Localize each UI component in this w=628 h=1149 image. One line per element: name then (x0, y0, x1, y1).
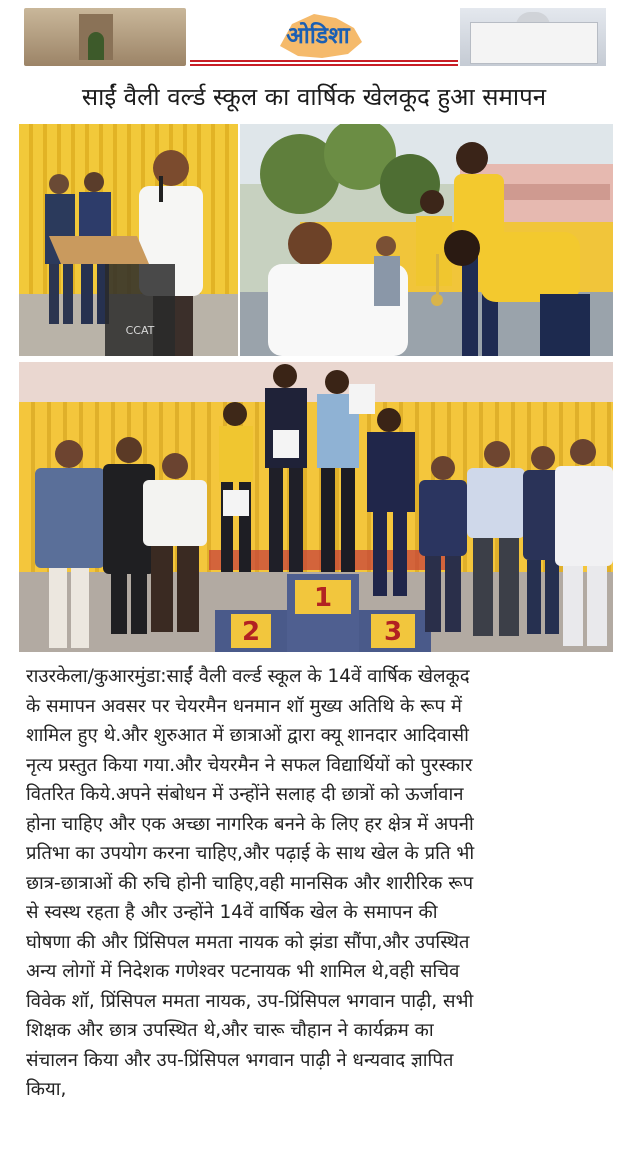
podium-step-2: 2 (241, 617, 261, 647)
photo-podium-winners (19, 362, 613, 652)
building-facade (470, 22, 598, 64)
article-line: संचालन किया और उप-प्रिंसिपल भगवान पाढ़ी ने धन्यवाद ज्ञापित (26, 1049, 454, 1071)
article-line: प्रतिभा का उपयोग करना चाहिए,और पढ़ाई के साथ खेल के प्रति भी (26, 843, 475, 864)
photo-medal-ceremony (240, 124, 613, 356)
article-line: शिक्षक और छात्र उपस्थित थे,और चारू चौहान ने कार्यक्रम का (26, 1020, 434, 1041)
masthead (0, 0, 628, 72)
article-line: घोषणा की और प्रिंसिपल ममता नायक को झंडा सौंपा,और उपस्थित (26, 931, 470, 953)
article-line: विवेक शॉ, प्रिंसिपल ममता नायक, उप-प्रिंसिपल भगवान पाढ़ी, सभी (26, 990, 474, 1012)
article-line: छात्र-छात्राओं की रुचि होनी चाहिए,वही मानसिक और शारीरिक रूप (26, 872, 474, 894)
article-body (26, 662, 606, 1105)
masthead-rule-bottom (190, 64, 458, 66)
article-line: से स्वस्थ रहता है और उन्होंने 14वें वार्षिक खेल के समापन की (26, 902, 438, 923)
article-line: वितरित किये.अपने संबोधन में उन्होंने सलाह दी छात्रों को ऊर्जावान (26, 784, 464, 805)
podium-step-1: 1 (313, 583, 333, 613)
podium-step-3: 3 (383, 617, 403, 647)
article-line: किया, (26, 1079, 67, 1100)
podium-logo-text: CCAT (125, 324, 155, 337)
masthead-rule-top (190, 60, 458, 62)
article-line: होना चाहिए और एक अच्छा नागरिक बनने के लिए हर क्षेत्र में अपनी (26, 813, 474, 835)
article-line: शामिल हुए थे.और शुरुआत में छात्राओं द्वारा क्यू शानदार आदिवासी (26, 725, 469, 746)
fort-photo (24, 8, 186, 66)
article-line: नृत्य प्रस्तुत किया गया.और चेयरमैन ने सफल विद्यार्थियों को पुरस्कार (26, 754, 473, 776)
newspaper-title: ओडिशा (286, 23, 350, 49)
fort-gate (88, 32, 104, 60)
article-line: राउरकेला/कुआरमुंडा:साईं वैली वर्ल्ड स्कूल के 14वें वार्षिक खेलकूद (26, 666, 470, 687)
building-photo (460, 8, 606, 66)
article-line: के समापन अवसर पर चेयरमैन धनमान शॉ मुख्य अतिथि के रूप में (26, 695, 462, 717)
article-line: अन्य लोगों में निदेशक गणेश्वर पटनायक भी शामिल थे,वही सचिव (26, 961, 460, 982)
photo-speaker (19, 124, 238, 356)
headline: साईं वैली वर्ल्ड स्कूल का वार्षिक खेलकूद हुआ समापन (81, 83, 547, 111)
